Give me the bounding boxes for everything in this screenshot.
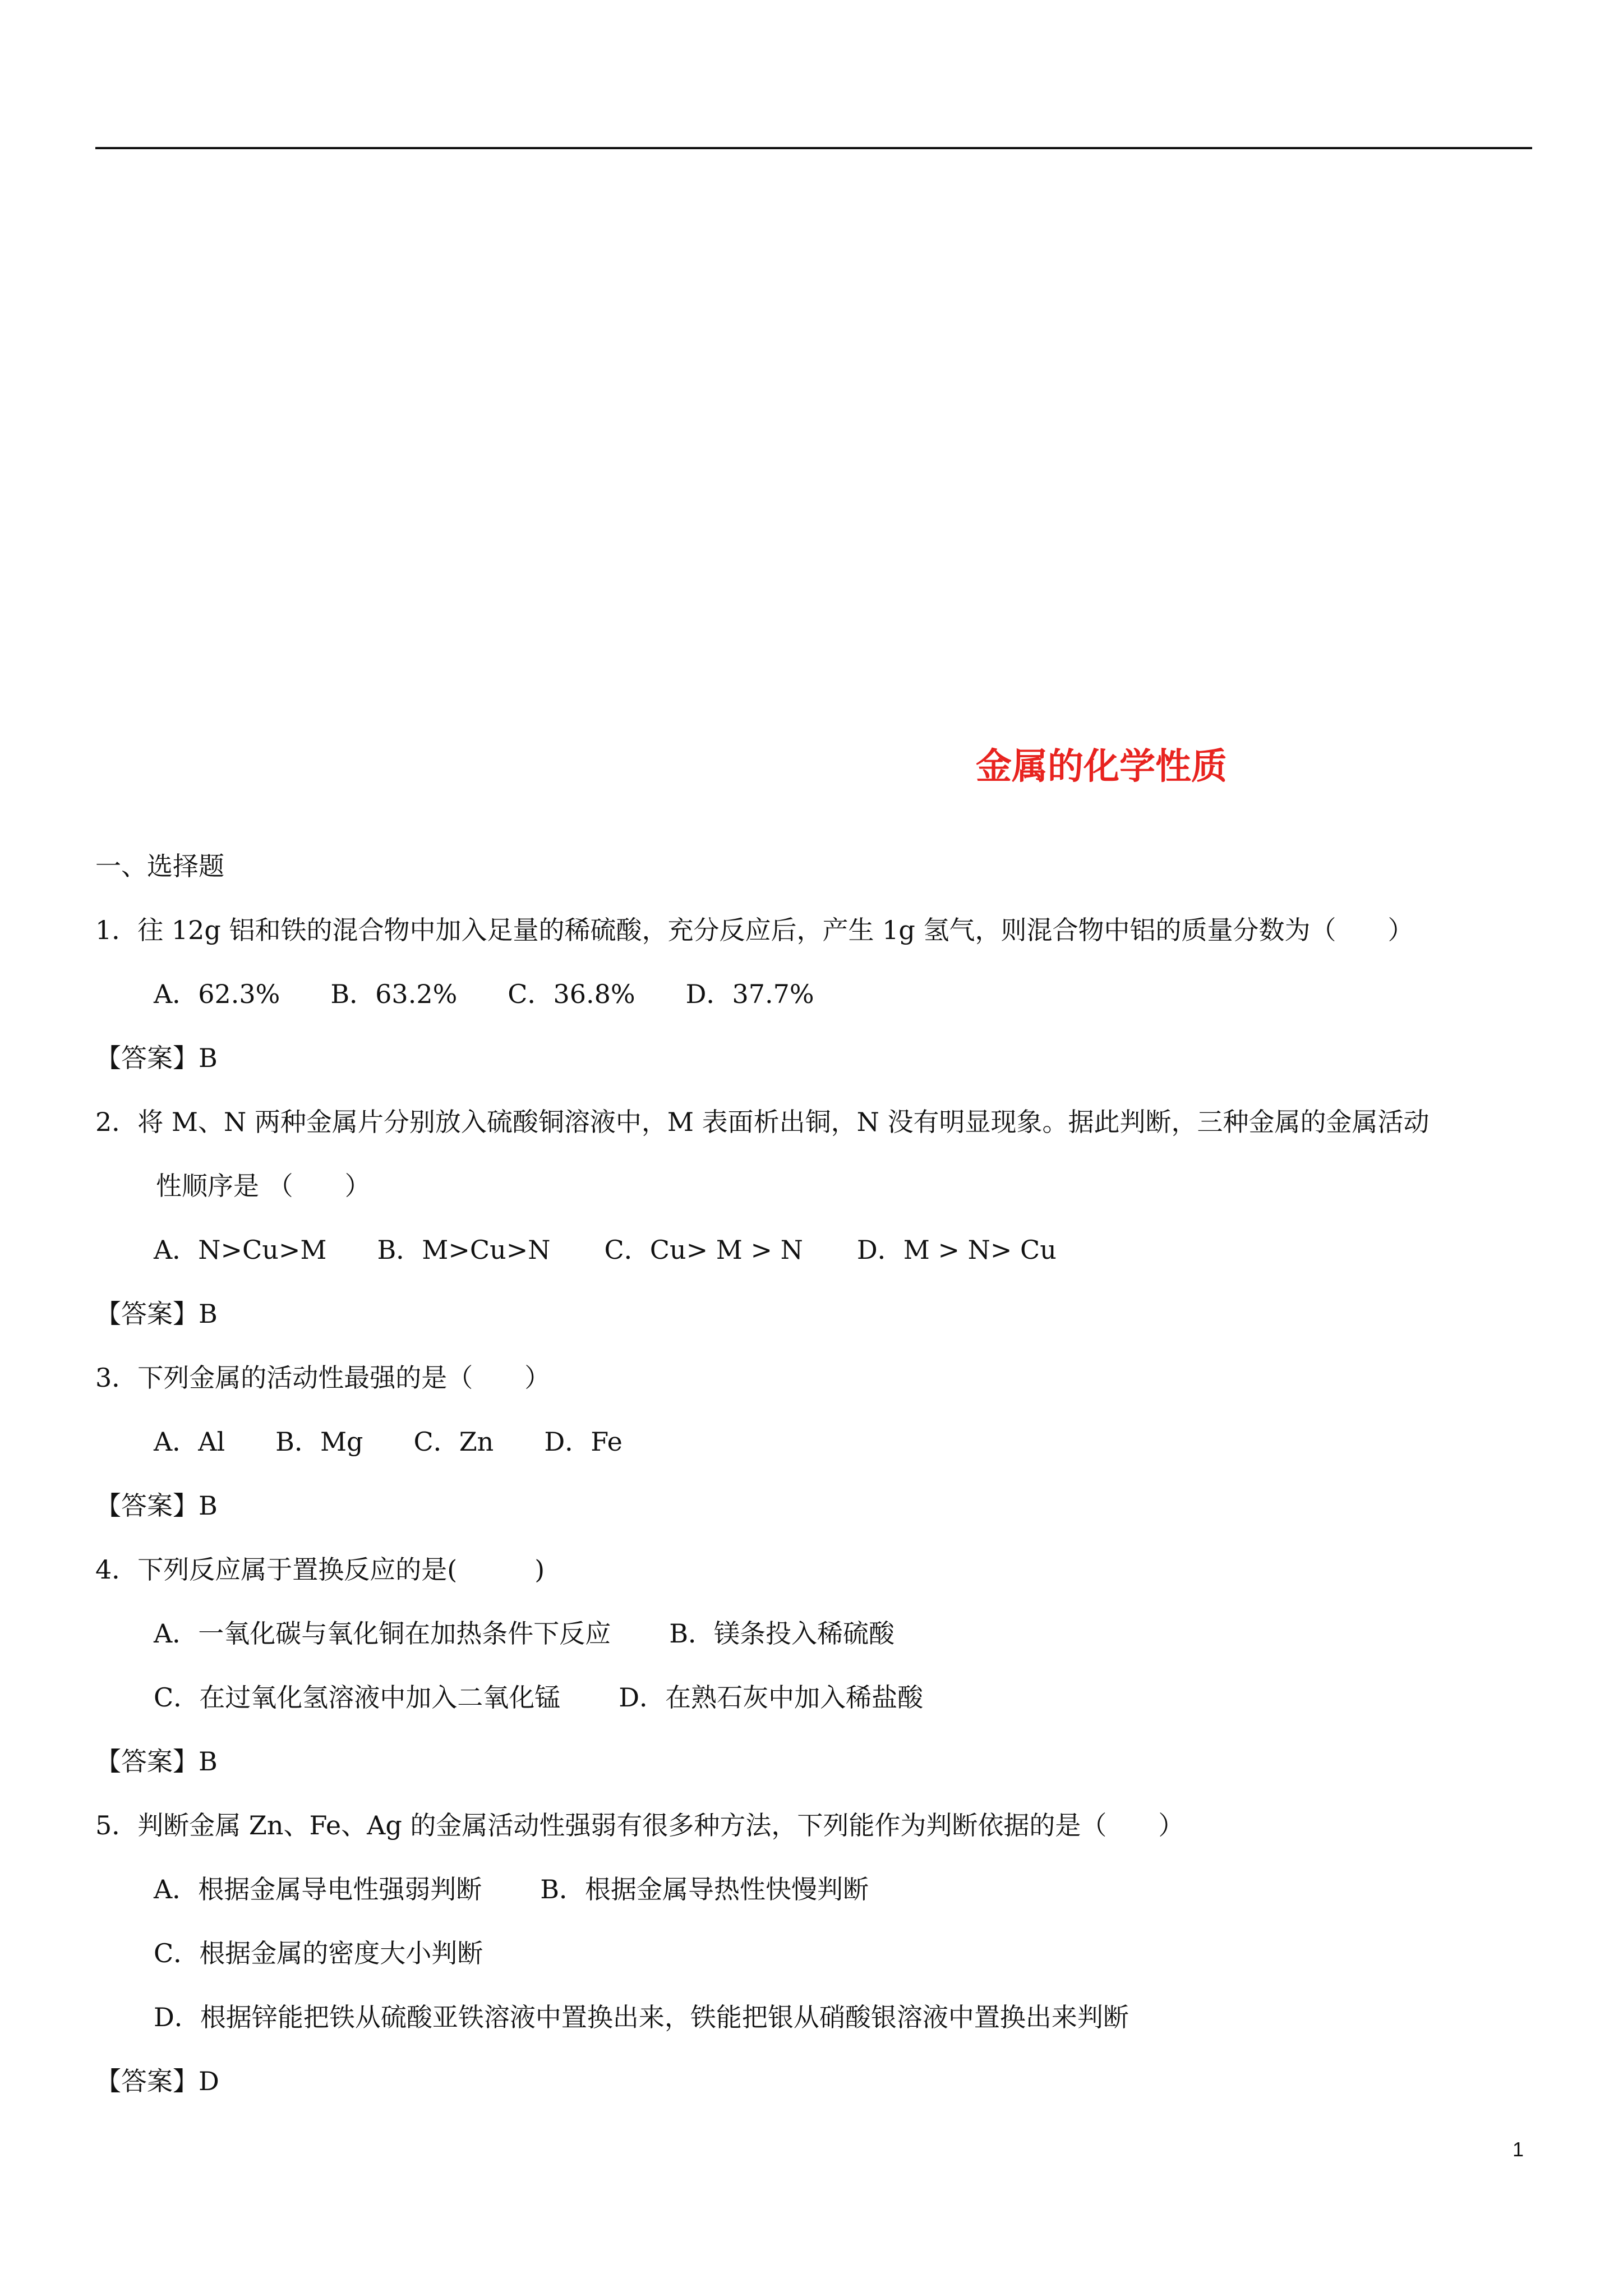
question-5-option-c: C．根据金属的密度大小判断 [154, 1938, 483, 1968]
question-1-stem: 1．往 12g 铝和铁的混合物中加入足量的稀硫酸，充分反应后，产生 1g 氢气，则混合物中铝的质量分数为（ ） [95, 915, 1414, 945]
question-3-stem: 3．下列金属的活动性最强的是（ ） [95, 1363, 551, 1393]
question-4-stem: 4．下列反应属于置换反应的是( ) [95, 1554, 545, 1585]
page-number: 1 [1513, 2138, 1524, 2161]
document-title: 金属的化学性质 [976, 746, 1227, 788]
question-2-stem: 2．将 M、N 两种金属片分别放入硫酸铜溶液中，M 表面析出铜，N 没有明显现象。据此判断，三种金属的金属活动 [95, 1107, 1430, 1137]
question-2-option-b: B．M>Cu>N [377, 1235, 551, 1265]
question-5-stem: 5．判断金属 Zn、Fe、Ag 的金属活动性强弱有很多种方法，下列能作为判断依据的是（ ） [95, 1810, 1184, 1841]
question-2-answer: 【答案】B [95, 1299, 218, 1329]
header-rule [95, 147, 1532, 149]
question-1-option-b: B．63.2% [330, 979, 458, 1009]
question-3-answer: 【答案】B [95, 1490, 218, 1521]
question-5-option-a: A．根据金属导电性强弱判断 [154, 1874, 482, 1904]
question-3-option-d: D．Fe [544, 1427, 623, 1457]
question-2-option-d: D．M > N> Cu [856, 1235, 1057, 1265]
question-5-answer: 【答案】D [95, 2066, 219, 2096]
question-3-option-a: A．Al [154, 1427, 225, 1457]
question-4-answer: 【答案】B [95, 1746, 218, 1777]
question-3-option-b: B．Mg [275, 1427, 363, 1457]
question-5-option-d: D．根据锌能把铁从硫酸亚铁溶液中置换出来，铁能把银从硝酸银溶液中置换出来判断 [154, 2002, 1129, 2032]
question-2-stem-continuation: 性顺序是 （ ） [156, 1171, 371, 1201]
question-3-option-c: C．Zn [413, 1427, 494, 1457]
question-1-option-a: A．62.3% [154, 979, 280, 1009]
question-2-option-a: A．N>Cu>M [154, 1235, 327, 1265]
question-4-option-a: A．一氧化碳与氧化铜在加热条件下反应 [154, 1618, 611, 1649]
question-4-options-row-1 [154, 1616, 895, 1651]
question-1-option-c: C．36.8% [508, 979, 635, 1009]
question-1-answer: 【答案】B [95, 1043, 218, 1073]
question-4-option-b: B．镁条投入稀硫酸 [669, 1618, 895, 1649]
section-heading: 一、选择题 [95, 851, 224, 881]
question-1-options [154, 976, 814, 1012]
question-3-options [154, 1424, 623, 1460]
question-2-options [154, 1232, 1057, 1268]
question-2-option-c: C．Cu> M > N [604, 1235, 803, 1265]
question-4-option-d: D．在熟石灰中加入稀盐酸 [619, 1682, 924, 1713]
question-5-options-row-1 [154, 1871, 869, 1907]
question-1-option-d: D．37.7% [685, 979, 814, 1009]
question-4-options-row-2 [154, 1680, 923, 1715]
question-5-option-b: B．根据金属导热性快慢判断 [540, 1874, 869, 1904]
question-4-option-c: C．在过氧化氢溶液中加入二氧化锰 [154, 1682, 561, 1713]
